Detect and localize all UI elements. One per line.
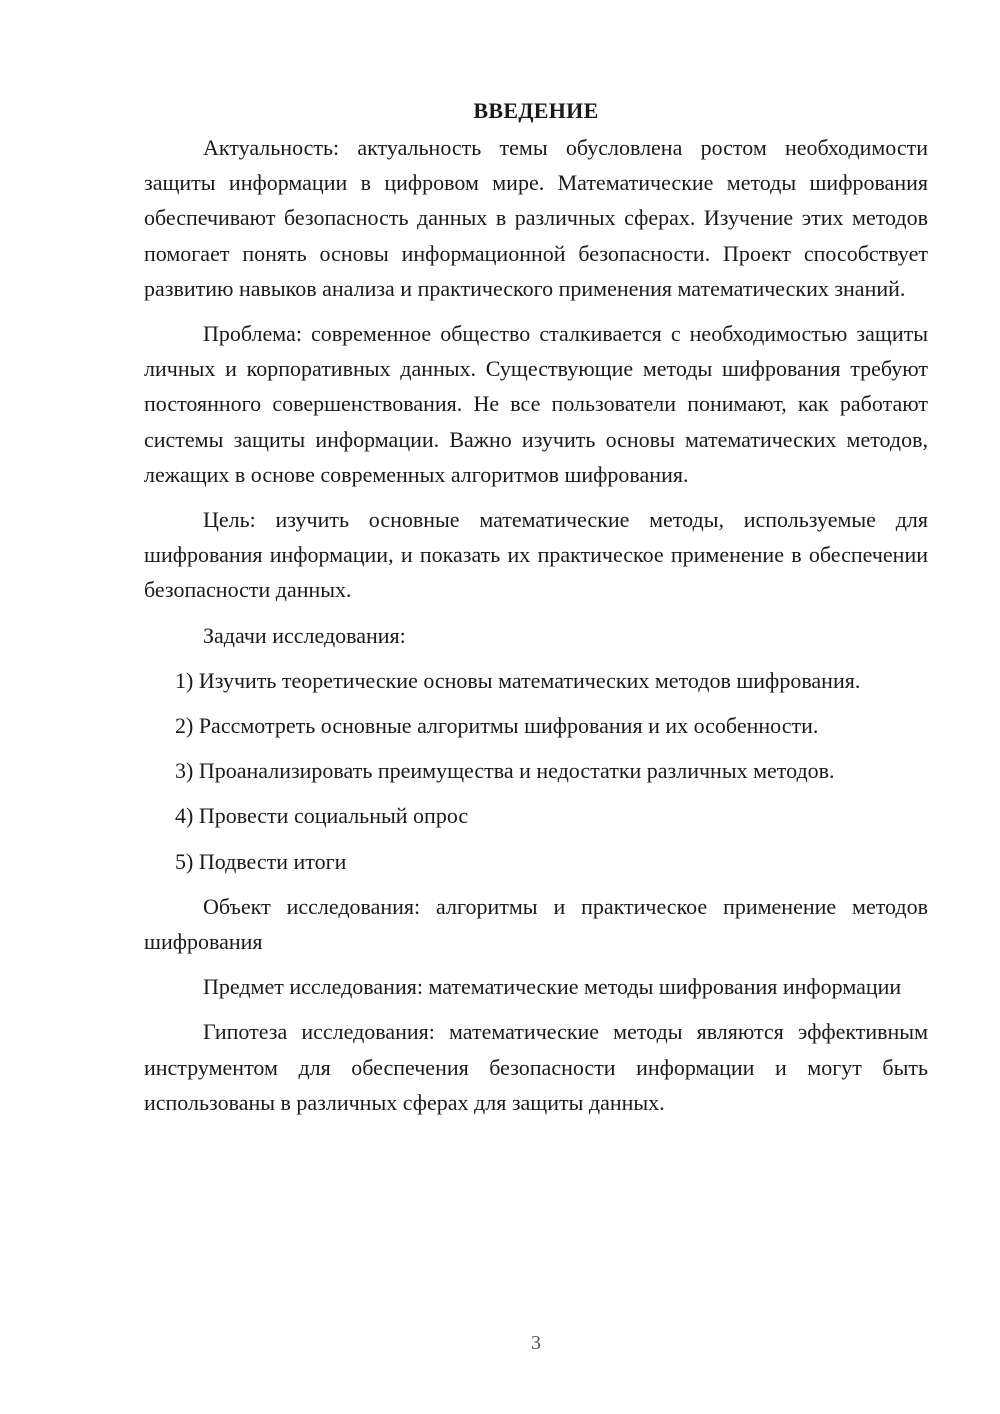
page-title: ВВЕДЕНИЕ <box>473 98 599 123</box>
paragraph-goal: Цель: изучить основные математические методы, используемые для шифрования информации, и показать их практическое применение в обеспечении безопасности данных. <box>144 507 928 603</box>
paragraph-relevance: Актуальность: актуальность темы обусловлена ростом необходимости защиты информации в цифровом мире. Математические методы шифрования обеспечивают безопасность данных в различных сферах. Изучение этих методов помогает понять основы информационной безопасности. Проект способствует развитию навыков анализа и практического применения математических знаний. <box>144 135 928 301</box>
list-item: 5) Подвести итоги <box>175 848 347 874</box>
list-item: 1) Изучить теоретические основы математических методов шифрования. <box>175 667 861 693</box>
list-item: 2) Рассмотреть основные алгоритмы шифрования и их особенности. <box>175 713 819 739</box>
paragraph-problem: Проблема: современное общество сталкивается с необходимостью защиты личных и корпоративных данных. Существующие методы шифрования требуют постоянного совершенствования. Не все пользователи понимают, как работают системы защиты информации. Важно изучить основы математических методов, лежащих в основе современных алгоритмов шифрования. <box>144 321 928 487</box>
task-list <box>144 663 928 879</box>
paragraph-hypothesis: Гипотеза исследования: математические методы являются эффективным инструментом для обеспечения безопасности информации и могут быть использованы в различных сферах для защиты данных. <box>144 1019 928 1115</box>
page-number: 3 <box>531 1332 541 1354</box>
paragraph-subject: Предмет исследования: математические методы шифрования информации <box>203 974 902 1000</box>
list-item: 3) Проанализировать преимущества и недостатки различных методов. <box>175 758 835 784</box>
paragraph-object: Объект исследования: алгоритмы и практическое применение методов шифрования <box>144 893 928 955</box>
paragraph-tasks-heading: Задачи исследования: <box>203 622 406 648</box>
document-page <box>144 96 928 1130</box>
list-item: 4) Провести социальный опрос <box>175 803 469 829</box>
